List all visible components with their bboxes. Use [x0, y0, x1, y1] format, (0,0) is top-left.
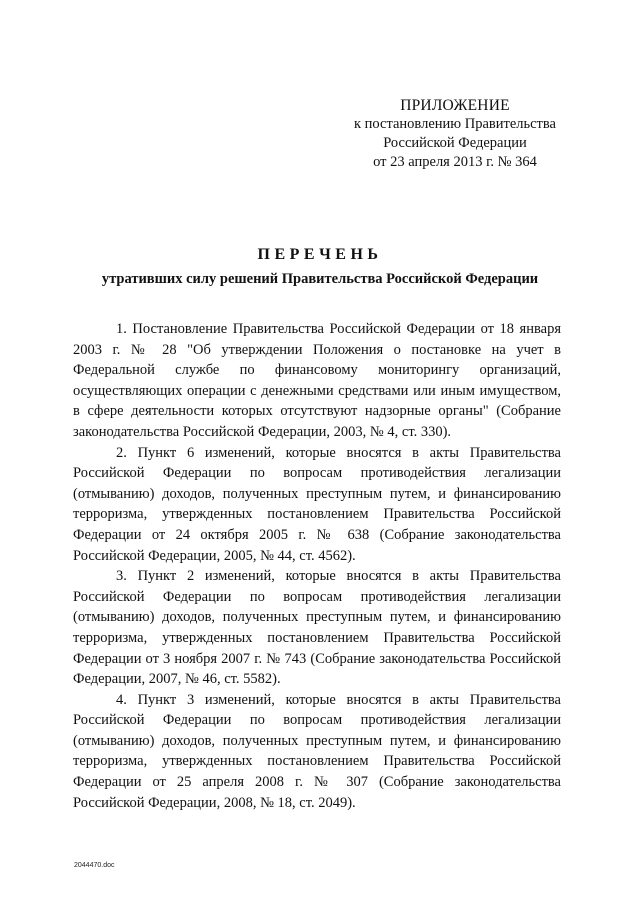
list-item-1: 1. Постановление Правительства Российской Федерации от 18 января 2003 г. № 28 "Об утверждении Положения о постановке на учет в Федеральной службе по финансовому мониторингу организаций, осуществляющих операции с денежными средствами или иным имуществом, в сфере деятельности которых отсутствуют надзорные органы" (Собрание законодательства Российской Федерации, 2003, № 4, ст. 330). — [73, 321, 561, 440]
list-item-4: 4. Пункт 3 изменений, которые вносятся в акты Правительства Российской Федерации по вопросам противодействия легализации (отмыванию) доходов, полученных преступным путем, и финансированию терроризма, утвержденных постановлением Правительства Российской Федерации от 25 апреля 2008 г. № 307 (Собрание законодательства Российской Федерации, 2008, № 18, ст. 2049). — [73, 691, 561, 811]
appendix-heading: ПРИЛОЖЕНИЕ — [400, 97, 510, 114]
appendix-line-2: Российской Федерации — [383, 135, 527, 151]
appendix-block — [330, 96, 580, 172]
document-subtitle: утративших силу решений Правительства Российской Федерации — [101, 271, 539, 287]
appendix-line-3: от 23 апреля 2013 г. № 364 — [373, 154, 537, 170]
list-item-2: 2. Пункт 6 изменений, которые вносятся в акты Правительства Российской Федерации по вопросам противодействия легализации (отмыванию) доходов, полученных преступным путем, и финансированию терроризма, утвержденных постановлением Правительства Российской Федерации от 24 октября 2005 г. № 638 (Собрание законодательства Российской Федерации, 2005, № 44, ст. 4562). — [73, 444, 561, 564]
appendix-line-1: к постановлению Правительства — [354, 116, 556, 132]
items-list — [73, 319, 561, 813]
document-title: ПЕРЕЧЕНЬ — [257, 246, 383, 263]
list-item-3: 3. Пункт 2 изменений, которые вносятся в акты Правительства Российской Федерации по вопросам противодействия легализации (отмыванию) доходов, полученных преступным путем, и финансированию терроризма, утвержденных постановлением Правительства Российской Федерации от 3 ноября 2007 г. № 743 (Собрание законодательства Российской Федерации, 2007, № 46, ст. 5582). — [73, 568, 561, 688]
footer-filename: 2044470.doc — [74, 862, 115, 869]
